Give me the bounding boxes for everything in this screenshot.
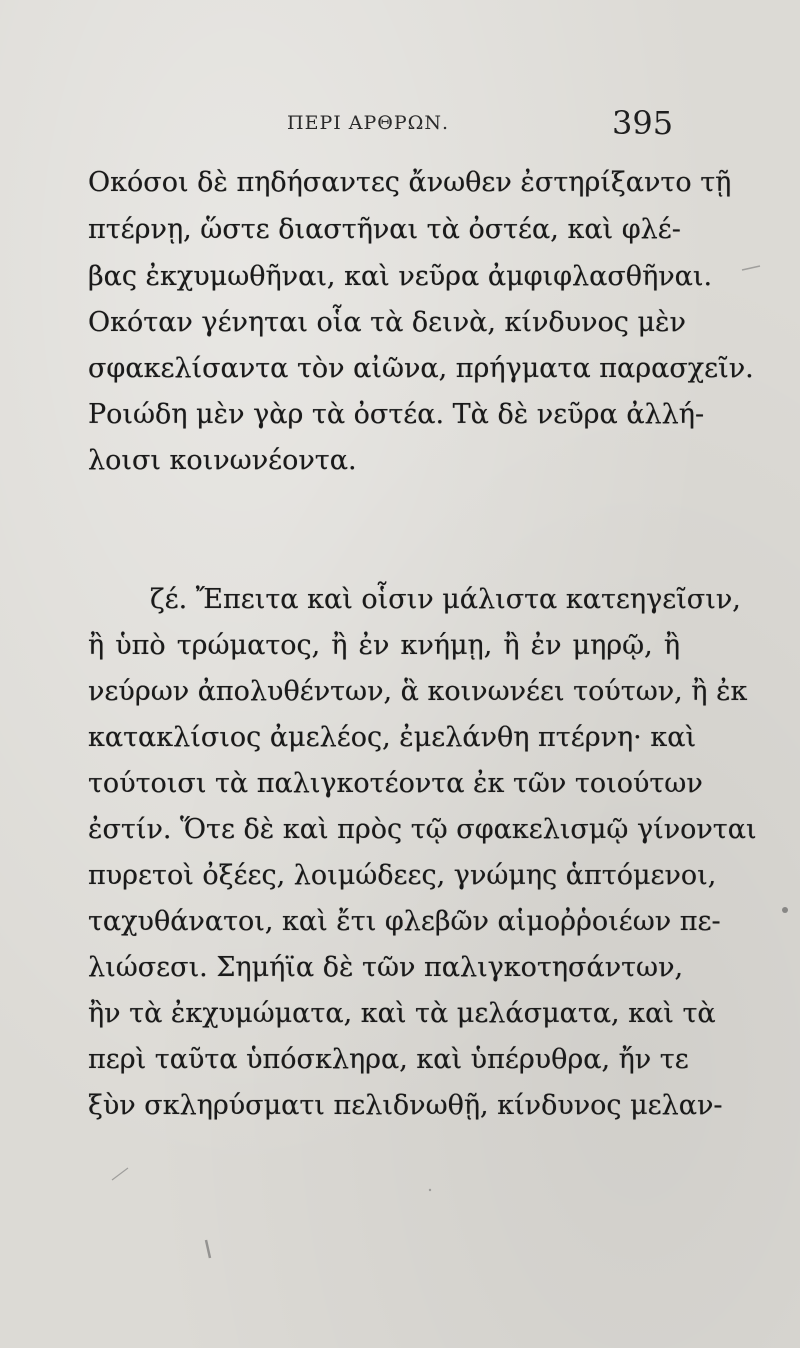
text-line: περὶ ταῦτα ὑπόσκληρα, καὶ ὑπέρυθρα, ἤν τε <box>88 1044 689 1075</box>
text-line: πυρετοὶ ὀξέες, λοιμώδεες, γνώμης ἁπτόμενοι, <box>88 860 717 891</box>
text-line: πτέρνῃ, ὥστε διαστῆναι τὰ ὀστέα, καὶ φλέ- <box>88 214 681 245</box>
text-line: νεύρων ἀπολυθέντων, ἃ κοινωνέει τούτων, ἢ ἐκ <box>88 676 748 707</box>
text-line: κατακλίσιος ἀμελέος, ἐμελάνθη πτέρνη· καὶ <box>88 722 697 753</box>
text-line: Ροιώδη μὲν γὰρ τὰ ὀστέα. Τὰ δὲ νεῦρα ἀλλή- <box>88 399 705 430</box>
text-line: Οκόταν γένηται οἷα τὰ δεινὰ, κίνδυνος μὲν <box>88 307 686 338</box>
text-line: Οκόσοι δὲ πηδήσαντες ἄνωθεν ἐστηρίξαντο τῇ <box>88 167 732 198</box>
running-header: ΠΕΡΙ ΑΡΘΡΩΝ. <box>287 112 450 134</box>
text-line: τούτοισι τὰ παλιγκοτέοντα ἐκ τῶν τοιούτων <box>88 768 703 799</box>
text-line: ξὺν σκληρύσματι πελιδνωθῇ, κίνδυνος μελαν- <box>88 1090 723 1121</box>
page-number: 395 <box>612 104 674 142</box>
text-line: ἢ ὑπὸ τρώματος, ἢ ἐν κνήμῃ, ἢ ἐν μηρῷ, ἢ <box>88 630 680 661</box>
text-line: σφακελίσαντα τὸν αἰῶνα, πρήγματα παρασχεῖν. <box>88 353 754 384</box>
text-line: βας ἐκχυμωθῆναι, καὶ νεῦρα ἀμφιφλασθῆναι. <box>88 261 713 292</box>
text-line: ταχυθάνατοι, καὶ ἔτι φλεβῶν αἱμοῤῥοιέων πε- <box>88 906 721 937</box>
text-line: ἢν τὰ ἐκχυμώματα, καὶ τὰ μελάσματα, καὶ τὰ <box>88 998 716 1029</box>
text-line: ἐστίν. Ὅτε δὲ καὶ πρὸς τῷ σφακελισμῷ γίνονται <box>88 814 757 845</box>
text-line: λοισι κοινωνέοντα. <box>88 445 357 476</box>
text-line: λιώσεσι. Σημήϊα δὲ τῶν παλιγκοτησάντων, <box>88 952 684 983</box>
section-first-line: ζέ. Ἔπειτα καὶ οἷσιν μάλιστα κατεηγεῖσιν, <box>150 584 741 615</box>
